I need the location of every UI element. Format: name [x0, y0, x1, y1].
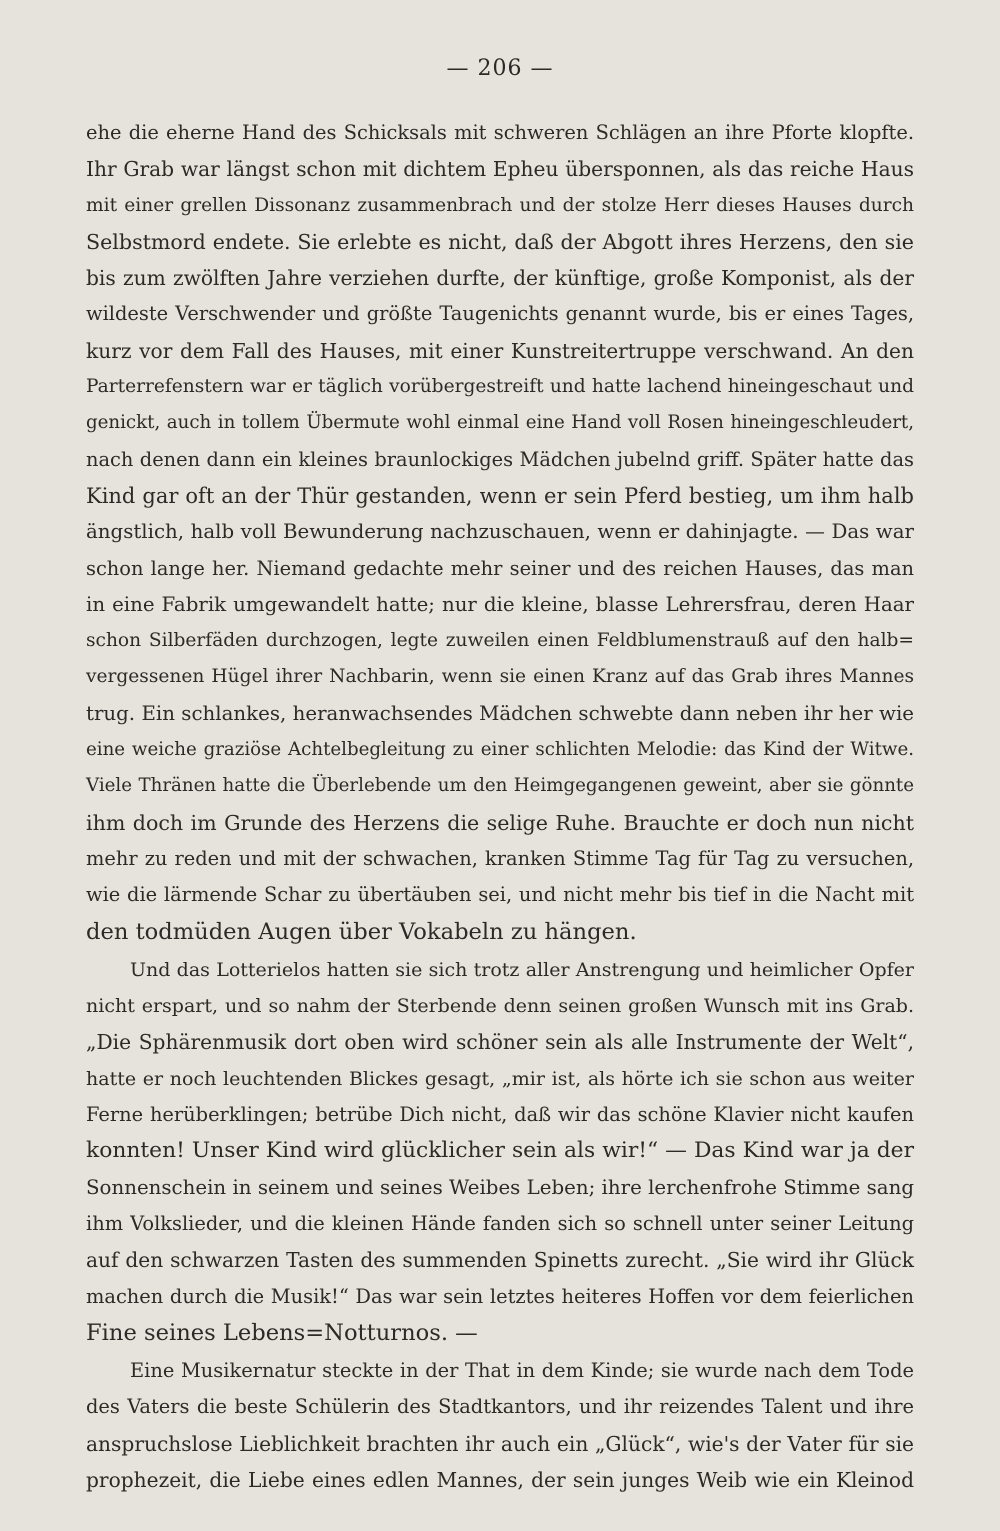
text-line: Ihr Grab war längst schon mit dichtem Epheu übersponnen, als das reiche Haus — [86, 157, 914, 182]
text-line: bis zum zwölften Jahre verziehen durfte, der künftige, große Komponist, als der — [86, 266, 914, 291]
text-line: Und das Lotterielos hatten sie sich trotz aller Anstrengung und heimlicher Opfer — [130, 958, 914, 981]
text-line: Kind gar oft an der Thür gestanden, wenn er sein Pferd bestieg, um ihm halb — [86, 483, 914, 508]
text-line: in eine Fabrik umgewandelt hatte; nur die kleine, blasse Lehrersfrau, deren Haar — [86, 592, 914, 616]
text-line: nicht erspart, und so nahm der Sterbende denn seinen großen Wunsch mit ins Grab. — [86, 995, 914, 1018]
text-line: mehr zu reden und mit der schwachen, kranken Stimme Tag für Tag zu versuchen, — [86, 846, 914, 870]
text-line: prophezeit, die Liebe eines edlen Mannes, der sein junges Weib wie ein Kleinod — [86, 1467, 914, 1492]
text-line: anspruchslose Lieblichkeit brachten ihr auch ein „Glück“, wie's der Vater für sie — [86, 1431, 914, 1456]
text-line: Fine seines Lebens=Notturnos. — — [86, 1319, 478, 1346]
text-line: schon lange her. Niemand gedachte mehr seiner und des reichen Hauses, das man — [86, 556, 914, 580]
text-line: genickt, auch in tollem Übermute wohl einmal eine Hand voll Rosen hineingeschleudert, — [86, 412, 914, 434]
text-line: eine weiche graziöse Achtelbegleitung zu einer schlichten Melodie: das Kind der Witwe. — [86, 739, 914, 761]
text-line: Eine Musikernatur steckte in der That in dem Kinde; sie wurde nach dem Tode — [130, 1359, 914, 1383]
text-line: nach denen dann ein kleines braunlockiges Mädchen jubelnd griff. Später hatte das — [86, 447, 914, 471]
text-line: machen durch die Musik!“ Das war sein letztes heiteres Hoffen vor dem feierlichen — [86, 1284, 914, 1308]
text-line: kurz vor dem Fall des Hauses, mit einer Kunstreitertruppe verschwand. An den — [86, 338, 914, 363]
text-line: ihm Volkslieder, und die kleinen Hände fanden sich so schnell unter seiner Leitung — [86, 1211, 914, 1235]
text-line: Viele Thränen hatte die Überlebende um den Heimgegangenen geweint, aber sie gönnte — [86, 775, 914, 797]
text-line: schon Silberfäden durchzogen, legte zuweilen einen Feldblumenstrauß auf den halb= — [86, 630, 914, 652]
text-line: wildeste Verschwender und größte Taugenichts genannt wurde, bis er eines Tages, — [86, 302, 914, 326]
text-line: Sonnenschein in seinem und seines Weibes Leben; ihre lerchenfrohe Stimme sang — [86, 1175, 914, 1199]
text-line: ängstlich, halb voll Bewunderung nachzuschauen, wenn er dahinjagte. — Das war — [86, 520, 914, 544]
text-line: Selbstmord endete. Sie erlebte es nicht, daß der Abgott ihres Herzens, den sie — [86, 229, 914, 254]
text-line: vergessenen Hügel ihrer Nachbarin, wenn sie einen Kranz auf das Grab ihres Mannes — [86, 666, 914, 688]
text-line: hatte er noch leuchtenden Blickes gesagt, „mir ist, als hörte ich sie schon aus weiter — [86, 1067, 914, 1090]
paragraph — [86, 115, 914, 950]
text-line: Ferne herüberklingen; betrübe Dich nicht, daß wir das schöne Klavier nicht kaufen — [86, 1103, 914, 1127]
text-line: des Vaters die beste Schülerin des Stadtkantors, und ihr reizendes Talent und ihre — [86, 1395, 914, 1419]
page-number: — 206 — — [446, 56, 554, 81]
text-line: konnten! Unser Kind wird glücklicher sein als wir!“ — Das Kind war ja der — [86, 1138, 914, 1164]
text-line: ehe die eherne Hand des Schicksals mit schweren Schlägen an ihre Pforte klopfte. — [86, 121, 914, 144]
text-line: Parterrefenstern war er täglich vorübergestreift und hatte lachend hineingeschaut und — [86, 376, 914, 398]
text-line: auf den schwarzen Tasten des summenden Spinetts zurecht. „Sie wird ihr Glück — [86, 1248, 914, 1273]
paragraph — [86, 952, 914, 1351]
paragraph — [86, 1353, 914, 1498]
text-line: trug. Ein schlankes, heranwachsendes Mädchen schwebte dann neben ihr her wie — [86, 701, 914, 725]
text-line: „Die Sphärenmusik dort oben wird schöner sein als alle Instrumente der Welt“, — [86, 1030, 914, 1055]
text-line: wie die lärmende Schar zu übertäuben sei, und nicht mehr bis tief in die Nacht mit — [86, 883, 914, 907]
text-line: ihm doch im Grunde des Herzens die selige Ruhe. Brauchte er doch nun nicht — [86, 810, 914, 835]
body-text — [86, 115, 914, 1498]
text-line: den todmüden Augen über Vokabeln zu hängen. — [86, 918, 637, 945]
text-line: mit einer grellen Dissonanz zusammenbrach und der stolze Herr dieses Hauses durch — [86, 194, 914, 216]
